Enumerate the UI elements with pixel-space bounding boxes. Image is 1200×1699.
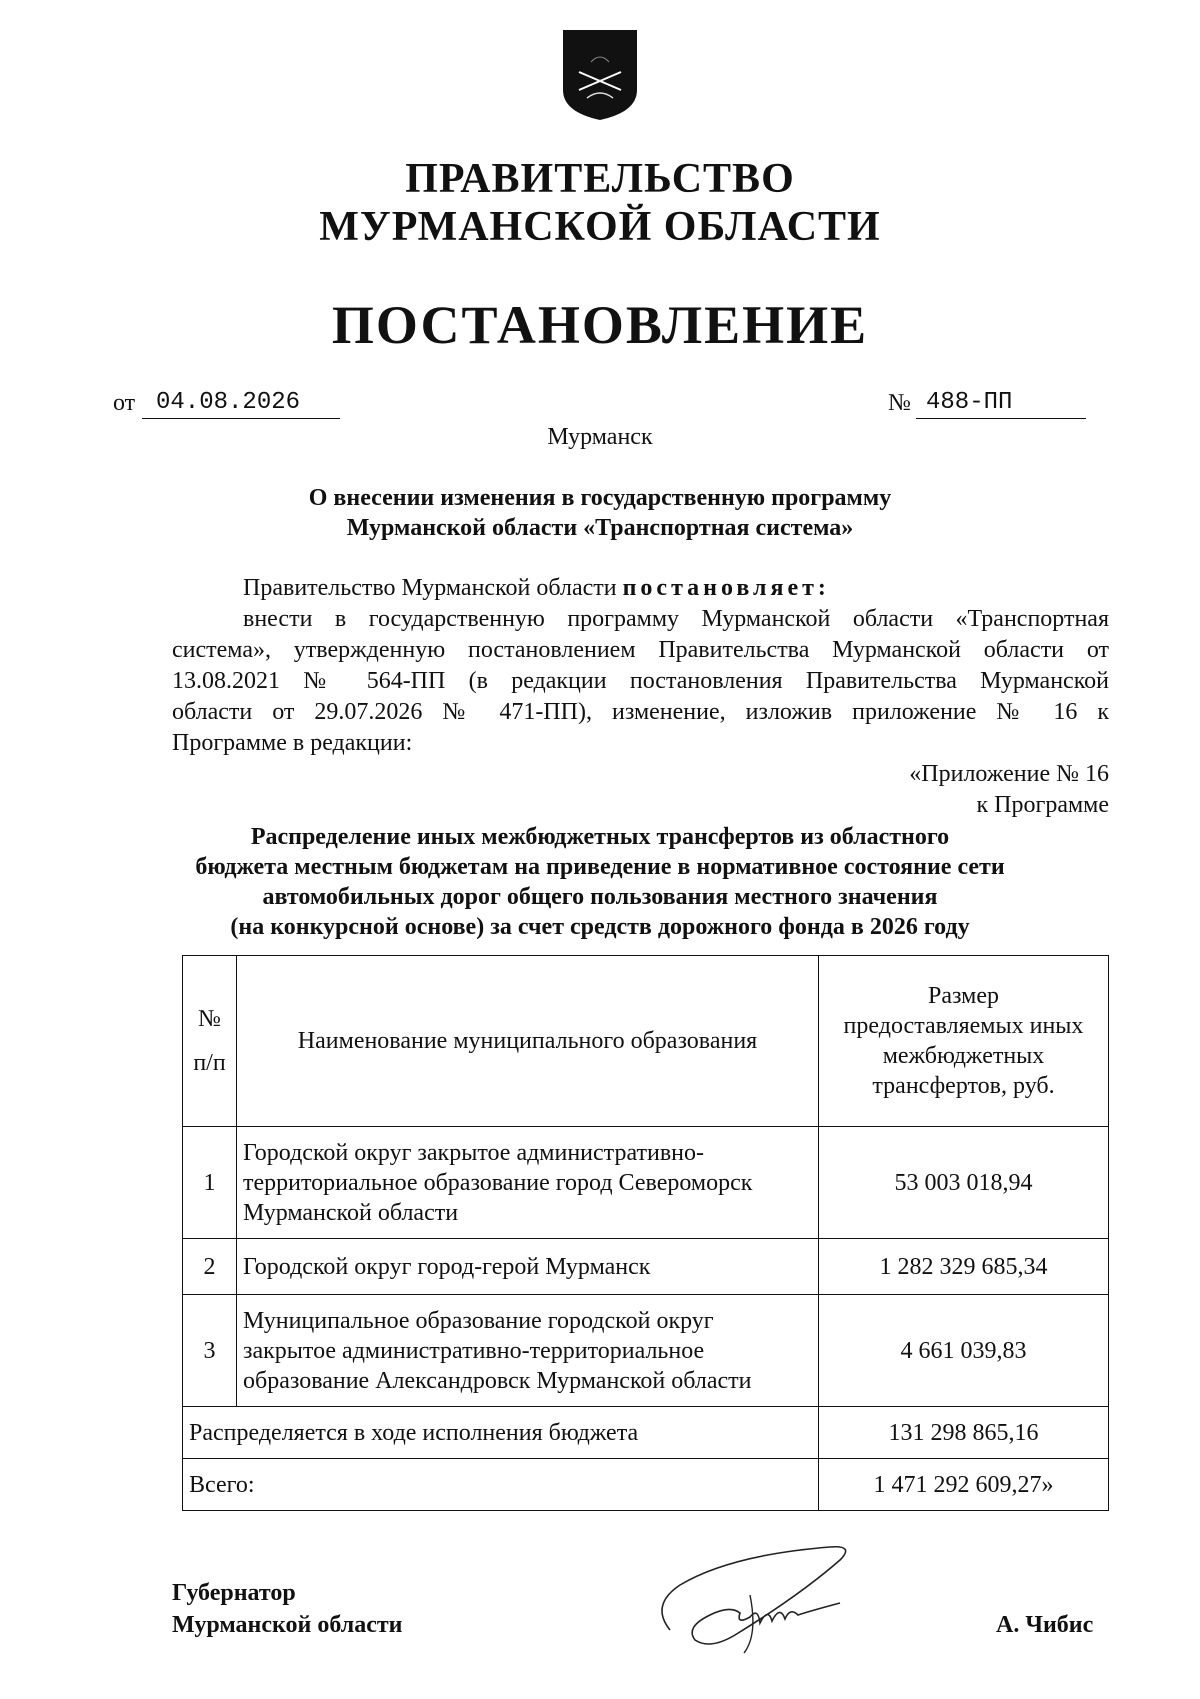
table-row: [183, 1239, 1109, 1295]
body-paragraph-line2: система», утвержденную постановлением Правительства Мурманской области от: [172, 637, 1109, 663]
total-amount: 1 471 292 609,27»: [819, 1459, 1109, 1511]
distributed-row: [183, 1407, 1109, 1459]
row-amount: 53 003 018,94: [819, 1127, 1109, 1239]
header-amount: [819, 956, 1109, 1127]
header-number: [183, 956, 237, 1127]
body-paragraph-line4: области от 29.07.2026 № 471-ПП), изменение, изложив приложение № 16 к: [172, 699, 1109, 725]
row-municipality-line1: Городской округ закрытое административно-: [243, 1139, 704, 1166]
header-amount-line4: трансфертов, руб.: [872, 1073, 1055, 1099]
row-municipality: Городской округ город-герой Мурманск: [237, 1239, 819, 1295]
row-number: 3: [183, 1295, 237, 1407]
government-name-line1: ПРАВИТЕЛЬСТВО: [405, 156, 795, 202]
distributed-label: Распределяется в ходе исполнения бюджета: [183, 1407, 819, 1459]
decree-lead: [243, 573, 830, 603]
transfer-distribution-table: [182, 955, 1109, 1511]
header-municipality: Наименование муниципального образования: [237, 956, 819, 1127]
appendix-title-line2: бюджета местным бюджетам на приведение в нормативное состояние сети: [195, 854, 1005, 880]
body-paragraph-line5: Программе в редакции:: [172, 730, 413, 756]
body-paragraph-line1: внести в государственную программу Мурманской области «Транспортная: [243, 606, 1109, 632]
appendix-title-line4: (на конкурсной основе) за счет средств дорожного фонда в 2026 году: [230, 914, 970, 940]
row-number: 2: [183, 1239, 237, 1295]
row-municipality: [237, 1127, 819, 1239]
header-number-sign: №: [198, 1006, 221, 1032]
document-type: ПОСТАНОВЛЕНИЕ: [331, 295, 869, 355]
row-municipality-line2: закрытое административно-территориальное: [243, 1337, 705, 1364]
row-municipality-line3: образование Александровск Мурманской области: [243, 1367, 752, 1394]
coat-of-arms-icon: [561, 28, 639, 122]
decree-lead-text: Правительство Мурманской области: [243, 575, 617, 601]
decree-date: 04.08.2026: [142, 388, 340, 419]
number-prefix: №: [888, 390, 911, 416]
header-amount-line2: предоставляемых иных: [843, 1013, 1084, 1039]
date-prefix: от: [113, 390, 136, 416]
distributed-amount: 131 298 865,16: [819, 1407, 1109, 1459]
signatory-position-line1: Губернатор: [172, 1580, 296, 1606]
decree-word: постановляет:: [622, 575, 830, 601]
table-row: [183, 1295, 1109, 1407]
government-name-line2: МУРМАНСКОЙ ОБЛАСТИ: [319, 204, 881, 250]
total-row: [183, 1459, 1109, 1511]
row-amount: 1 282 329 685,34: [819, 1239, 1109, 1295]
row-municipality: [237, 1295, 819, 1407]
body-paragraph-line3: 13.08.2021 № 564-ПП (в редакции постановления Правительства Мурманской: [172, 668, 1109, 694]
row-number: 1: [183, 1127, 237, 1239]
table-row: [183, 1127, 1109, 1239]
row-municipality-line3: Мурманской области: [243, 1199, 459, 1226]
decree-title-line1: О внесении изменения в государственную программу: [308, 485, 892, 511]
header-amount-line3: межбюджетных: [882, 1043, 1045, 1069]
total-label: Всего:: [183, 1459, 819, 1511]
table-header-row: [183, 956, 1109, 1127]
header-amount-line1: Размер: [928, 983, 999, 1009]
signatory-position-line2: Мурманской области: [172, 1612, 403, 1638]
handwritten-signature: [640, 1535, 880, 1660]
row-municipality-line2: территориальное образование город Североморск: [243, 1169, 753, 1196]
decree-title-line2: Мурманской области «Транспортная система»: [346, 515, 854, 541]
row-amount: 4 661 039,83: [819, 1295, 1109, 1407]
appendix-reference: к Программе: [976, 792, 1109, 818]
appendix-title-line3: автомобильных дорог общего пользования местного значения: [262, 884, 938, 910]
appendix-number: «Приложение № 16: [909, 761, 1109, 787]
signatory-name: А. Чибис: [996, 1612, 1094, 1638]
header-number-abbr: п/п: [193, 1050, 226, 1076]
appendix-title-line1: Распределение иных межбюджетных трансфертов из областного: [250, 824, 950, 850]
row-municipality-line1: Муниципальное образование городской округ: [243, 1307, 714, 1334]
decree-number: 488-ПП: [916, 388, 1086, 419]
city-name: Мурманск: [547, 424, 653, 450]
